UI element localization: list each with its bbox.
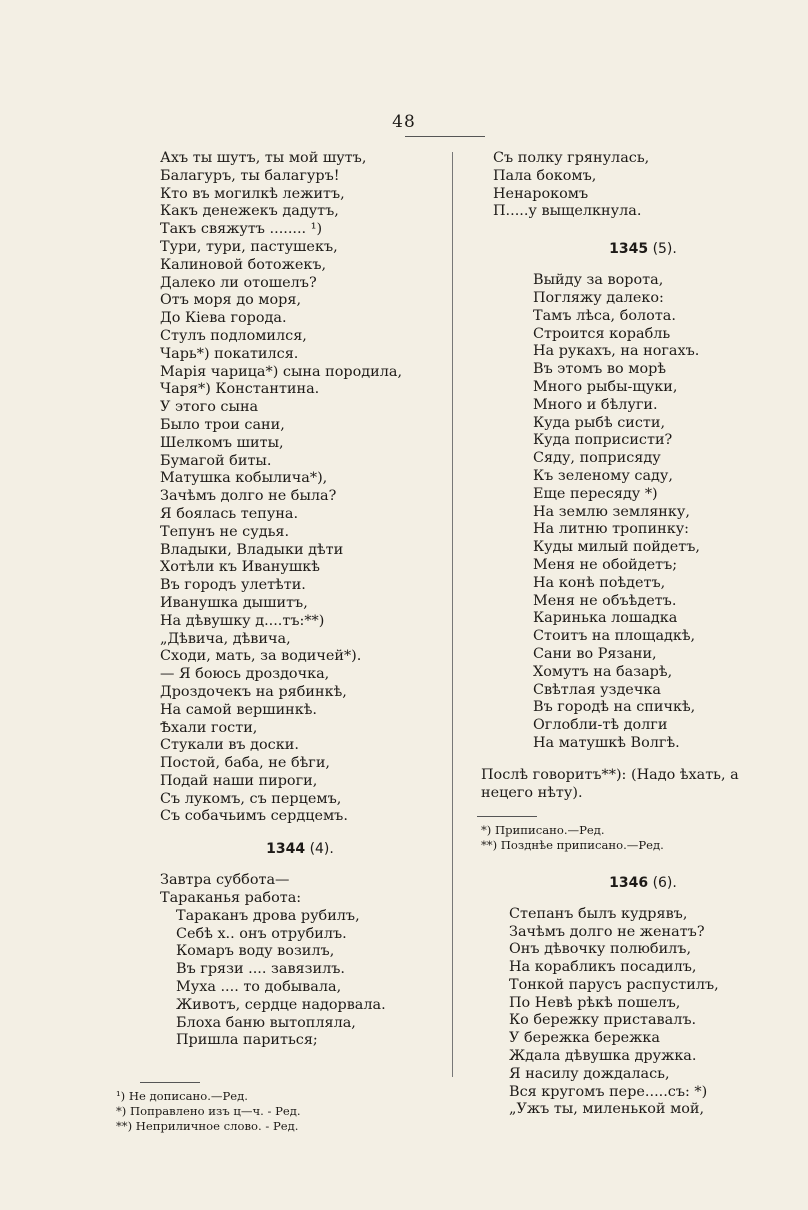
verse-line: Сани во Рязани, [533, 645, 657, 662]
verse-line: Тараканья работа: [160, 890, 302, 907]
verse-line: Было трои сани, [160, 416, 285, 433]
footnote-rule [477, 816, 537, 817]
right-column [481, 150, 793, 1119]
verse-line: П.....у выщелкнула. [493, 203, 642, 220]
verse-line: Меня не объѣдетъ. [533, 592, 677, 609]
poem-heading-1346 [493, 875, 793, 891]
verse-line: Къ зеленому саду, [533, 467, 673, 484]
verse-line: Куда поприсисти? [533, 432, 673, 449]
verse-line: У бережка бережка [509, 1030, 660, 1047]
verse-line: Вся кругомъ пере.....съ: *) [509, 1083, 708, 1100]
verse-line: Я насилу дождалась, [509, 1065, 670, 1082]
verse-line: Иванушка дышитъ, [160, 594, 308, 611]
verse-line: Калиновой ботожекъ, [160, 256, 327, 273]
verse-line: Много и бѣлуги. [533, 396, 658, 413]
verse-line: Еще пересяду *) [533, 485, 658, 502]
verse-line: На матушкѣ Волгѣ. [533, 734, 680, 751]
poem-subnumber: (5). [652, 241, 677, 258]
verse-line: Комаръ воду возилъ, [176, 943, 335, 960]
verse-line: Онъ дѣвочку полюбилъ, [509, 941, 692, 958]
poem-1346 [493, 906, 793, 1120]
verse-line: Въ городъ улетѣти. [160, 577, 306, 594]
verse-line: По Невѣ рѣкѣ пошелъ, [509, 994, 681, 1011]
verse-line: — Я боюсь дроздочка, [160, 666, 330, 683]
verse-line: „Ужъ ты, миленькой мой, [509, 1101, 705, 1118]
verse-line: На рукахъ, на ногахъ. [533, 343, 700, 360]
page-number: 48 [392, 112, 416, 132]
poem-1344 [160, 872, 440, 1050]
verse-line: Отъ моря до моря, [160, 292, 302, 309]
verse-line: Степанъ былъ кудрявъ, [509, 905, 688, 922]
verse-line: Ѣхали гости, [160, 719, 258, 736]
verse-line: Зачѣмъ долго не была? [160, 488, 337, 505]
poem-1343-continuation [160, 150, 440, 826]
prose-note: Послѣ говоритъ**): (Надо ѣхать, а нецего нѣту). [481, 766, 739, 801]
verse-line: Оглобли-тѣ долги [533, 717, 668, 734]
poem-heading-1345 [493, 241, 793, 257]
verse-line: Съ полку грянулась, [493, 150, 650, 166]
footnotes-left [116, 1089, 440, 1134]
poem-heading-1344 [160, 841, 440, 857]
verse-line: До Кіева города. [160, 310, 287, 327]
verse-line: Съ собачьимъ сердцемъ. [160, 808, 348, 825]
verse-line: На корабликъ посадилъ, [509, 959, 697, 976]
verse-line: Меня не обойдетъ; [533, 556, 678, 573]
verse-line: Въ городѣ на спичкѣ, [533, 699, 696, 716]
verse-line: Балагуръ, ты балагуръ! [160, 167, 340, 184]
verse-line: Марія чарица*) сына породила, [160, 363, 403, 380]
poem-number: 1346 [609, 874, 649, 891]
verse-line: Пришла париться; [176, 1032, 318, 1049]
verse-line: Какъ денежекъ дадутъ, [160, 203, 339, 220]
verse-line: Чарь*) покатился. [160, 345, 299, 362]
verse-line: Тараканъ дрова рубилъ, [176, 907, 360, 924]
verse-line: Строится корабль [533, 325, 671, 342]
verse-line: Стулъ подломился, [160, 327, 307, 344]
verse-line: Пала бокомъ, [493, 167, 597, 184]
verse-line: Бумагой биты. [160, 452, 272, 469]
verse-line: Куда рыбѣ систи, [533, 414, 666, 431]
footnotes-right [481, 823, 793, 853]
verse-line: Сяду, поприсяду [533, 450, 661, 467]
poem-number: 1345 [609, 241, 649, 258]
footnote: *) Приписано.—Ред. [481, 822, 605, 837]
verse-line: На самой вершинкѣ. [160, 701, 318, 718]
verse-line: Много рыбы-щуки, [533, 378, 678, 395]
verse-line: Въ грязи .... завязилъ. [176, 961, 345, 978]
verse-line: Владыки, Владыки дѣти [160, 541, 344, 558]
verse-line: На землю землянку, [533, 503, 690, 520]
verse-line: Сходи, мать, за водичей*). [160, 648, 362, 665]
verse-line: На конѣ поѣдетъ, [533, 574, 666, 591]
poem-subnumber: (4). [309, 841, 334, 858]
poem-1345 [493, 272, 793, 753]
verse-line: Дроздочекъ на рябинкѣ, [160, 683, 347, 700]
verse-line: Шелкомъ шиты, [160, 434, 284, 451]
verse-line: Чаря*) Константина. [160, 381, 320, 398]
verse-line: Тонкой парусъ распустилъ, [509, 976, 719, 993]
verse-line: Тамъ лѣса, болота. [533, 307, 676, 324]
verse-line: На литню тропинку: [533, 521, 690, 538]
poem-subnumber: (6). [652, 874, 677, 891]
verse-line: Ко бережку приставалъ. [509, 1012, 697, 1029]
verse-line: Животъ, сердце надорвала. [176, 996, 386, 1013]
verse-line: „Дѣвича, дѣвича, [160, 630, 291, 647]
poem-1344-continuation [493, 150, 793, 221]
verse-line: Кто въ могилкѣ лежитъ, [160, 185, 345, 202]
verse-line: Погляжу далеко: [533, 289, 664, 306]
verse-line: Зачѣмъ долго не женатъ? [509, 923, 705, 940]
verse-line: Выйду за ворота, [533, 272, 664, 289]
verse-line: Далеко ли отошелъ? [160, 274, 317, 291]
footnote: **) Неприличное слово. - Ред. [116, 1119, 299, 1134]
verse-line: Тепунъ не судья. [160, 523, 290, 540]
verse-line: Постой, баба, не бѣги, [160, 755, 331, 772]
verse-line: Тури, тури, пастушекъ, [160, 238, 338, 255]
verse-line: Ахъ ты шутъ, ты мой шутъ, [160, 150, 367, 166]
verse-line: Въ этомъ во морѣ [533, 361, 667, 378]
verse-line: Стоитъ на площадкѣ, [533, 628, 696, 645]
verse-line: Хотѣли къ Иванушкѣ [160, 559, 320, 576]
verse-line: Свѣтлая уздечка [533, 681, 661, 698]
verse-line: Съ лукомъ, съ перцемъ, [160, 790, 342, 807]
verse-line: Ненарокомъ [493, 185, 589, 202]
verse-line: Куды милый пойдетъ, [533, 539, 700, 556]
verse-line: У этого сына [160, 399, 259, 416]
verse-line: Хомутъ на базарѣ, [533, 663, 673, 680]
verse-line: Стукали въ доски. [160, 737, 299, 754]
verse-line: Матушка кобылича*), [160, 470, 328, 487]
verse-line: Я боялась тепуна. [160, 505, 299, 522]
footnote-rule [140, 1082, 200, 1083]
footnote: ¹) Не дописано.—Ред. [116, 1089, 248, 1104]
page-number-rule [405, 136, 485, 137]
verse-line: Себѣ х.. онъ отрубилъ. [176, 925, 347, 942]
verse-line: Блоха баню вытопляла, [176, 1014, 356, 1031]
poem-number: 1344 [266, 841, 306, 858]
footnote: **) Позднѣе приписано.—Ред. [481, 837, 664, 852]
footnote: *) Поправлено изъ ц—ч. - Ред. [116, 1104, 301, 1119]
verse-line: Такъ свяжутъ ........ ¹) [160, 221, 323, 238]
verse-line: На дѣвушку д....тъ:**) [160, 612, 325, 629]
verse-line: Подай наши пироги, [160, 772, 318, 789]
verse-line: Каринька лошадка [533, 610, 678, 627]
column-divider [452, 152, 453, 1077]
verse-line: Ждала дѣвушка дружка. [509, 1048, 697, 1065]
left-column [116, 150, 440, 1134]
verse-line: Муха .... то добывала, [176, 979, 342, 996]
verse-line: Завтра суббота— [160, 872, 290, 889]
